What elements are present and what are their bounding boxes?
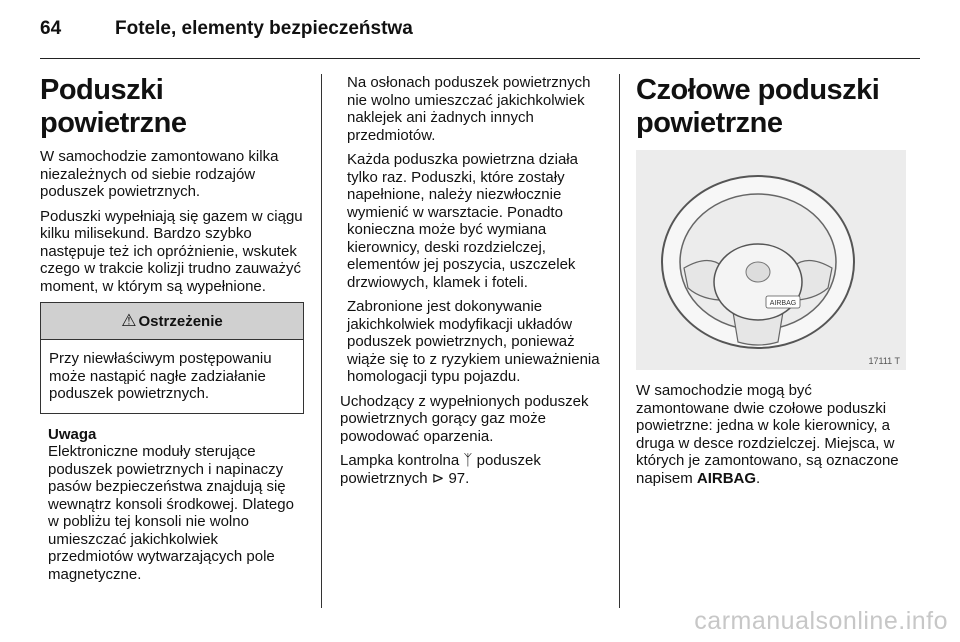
header-rule <box>40 58 920 59</box>
bullet-stickers: Na osłonach poduszek powietrznych nie wolno umieszczać jakichkolwiek naklejek ani żadnych innych przedmiotów. <box>347 74 591 144</box>
airbag-label: AIRBAG <box>696 469 757 487</box>
front-airbags-paragraph <box>636 382 906 487</box>
warning-box <box>40 302 304 414</box>
column-divider-2 <box>619 74 620 608</box>
warning-header <box>41 303 303 340</box>
steering-wheel-illustration <box>636 150 906 370</box>
page-reference-link[interactable]: 97. <box>448 469 470 487</box>
intro-paragraph: W samochodzie zamontowano kilka niezależnych od siebie rodzajów poduszek powietrznych. <box>40 148 279 200</box>
page-number: 64 <box>40 18 62 39</box>
bullet-modifications: Zabronione jest dokonywanie jakichkolwiek modyfikacji układów poduszek powietrznych, ponieważ wiąże się to z ryzykiem unieważnienia homologacji typu pojazdu. <box>347 298 600 385</box>
chapter-title: Fotele, elementy bezpieczeństwa <box>115 18 413 39</box>
indicator-text-middle: poduszek powietrznych <box>340 452 541 487</box>
note-block <box>40 426 304 584</box>
page-reference-arrow-icon: ⊳ <box>431 469 445 487</box>
warning-title: Ostrzeżenie <box>138 312 223 330</box>
column-2 <box>340 74 604 494</box>
wheel-airbag-label: AIRBAG <box>769 300 797 307</box>
section-heading-front-airbags: Czołowe poduszki powietrzne <box>636 74 880 139</box>
column-1 <box>40 74 304 590</box>
airbag-indicator-icon: ᛉ <box>463 452 473 469</box>
bullet-single-use: Każda poduszka powietrzna działa tylko raz. Poduszki, które zostały napełnione, należy niezwłocznie wymienić w warsztacie. Ponadto konieczna może być wymiana kierownicy, deski rozdzielczej, elementów jej poszycia, uszczelek drzwiowych, klamek i foteli. <box>347 151 578 291</box>
section-heading: Poduszki powietrzne <box>40 74 187 139</box>
steering-wheel-icon <box>636 150 906 370</box>
inflation-paragraph: Poduszki wypełniają się gazem w ciągu kilku milisekund. Bardzo szybko następuje też ich opróżnienie, wskutek czego w trakcie kolizji trudno zauważyć moment, w którym są wypełnione. <box>40 207 303 295</box>
indicator-text-before: Lampka kontrolna <box>340 452 460 469</box>
warning-text: Przy niewłaściwym postępowaniu może nastąpić nagłe zadziałanie poduszek powietrznych. <box>49 350 272 402</box>
front-airbags-text-end: . <box>756 469 761 487</box>
note-text: Elektroniczne moduły sterujące poduszek powietrznych i napinaczy pasów bezpieczeństwa znajdują się wewnątrz konsoli środkowej. Dlatego w pobliżu tej konsoli nie wolno umieszczać jakichkolwiek przedmiotów wytwarzających pole magnetyczne. <box>48 443 294 583</box>
column-3 <box>636 74 906 494</box>
image-code: 17111 T <box>868 356 900 366</box>
column-divider-1 <box>321 74 322 608</box>
note-title: Uwaga <box>48 425 97 443</box>
warning-triangle-icon: ⚠ <box>121 311 137 330</box>
indicator-paragraph <box>340 452 604 487</box>
watermark: carmanualsonline.info <box>694 607 948 635</box>
front-airbags-text: W samochodzie mogą być zamontowane dwie czołowe poduszki powietrzne: jedna w kole kierownicy, a druga w desce rozdzielczej. Miejsca, w których je zamontowano, są oznaczone napisem <box>636 382 899 487</box>
hot-gas-paragraph: Uchodzący z wypełnionych poduszek powietrznych gorący gaz może powodować oparzenia. <box>340 392 589 445</box>
